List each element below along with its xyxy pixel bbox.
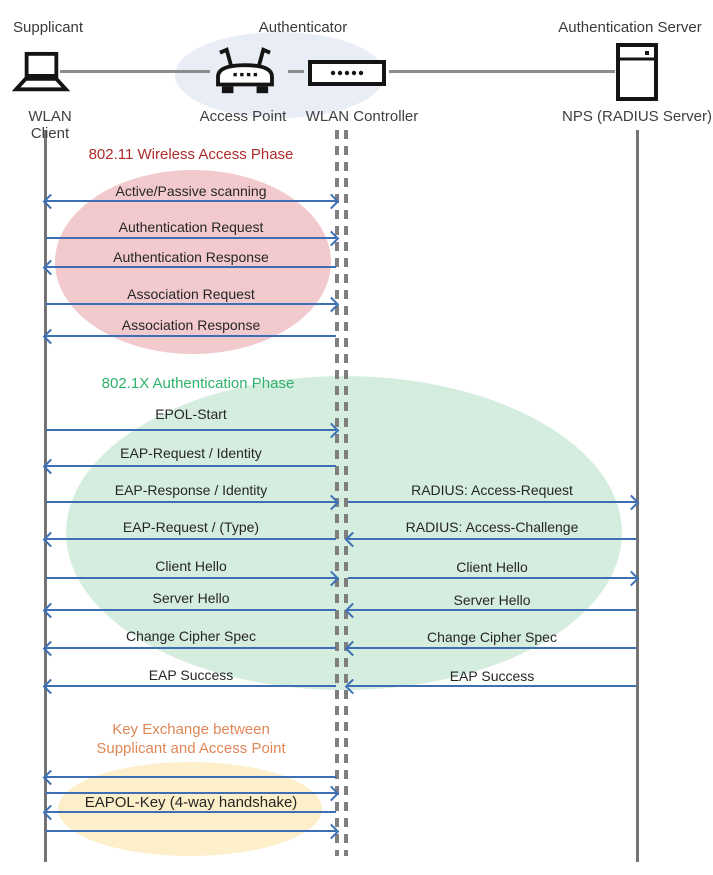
message-label: Association Request (127, 286, 255, 302)
node-label-nps-server: NPS (RADIUS Server) (561, 108, 713, 125)
message-label: Server Hello (152, 590, 230, 606)
message-label: Change Cipher Spec (126, 628, 256, 644)
message-arrow (46, 811, 336, 813)
access-point-icon (211, 44, 279, 103)
message-label: EAP-Response / Identity (114, 482, 268, 498)
message-label: EAP-Request / Identity (120, 445, 262, 461)
wlan-controller-icon (308, 60, 386, 91)
message-arrow (46, 609, 336, 611)
role-supplicant: Supplicant (13, 19, 84, 36)
message-arrow (46, 685, 336, 687)
message-label: EAP-Request / (Type) (122, 519, 260, 535)
phase2-title: 802.1X Authentication Phase (101, 375, 295, 392)
message-arrow (46, 538, 336, 540)
message-label: EPOL-Start (155, 406, 227, 422)
connector-ap-controller (288, 70, 304, 73)
phase3-title-line2: Supplicant and Access Point (96, 740, 286, 757)
message-label: Server Hello (453, 592, 531, 608)
message-label: Active/Passive scanning (115, 183, 267, 199)
message-label: Authentication Request (118, 219, 264, 235)
message-arrow (348, 609, 636, 611)
node-label-wlan-controller: WLAN Controller (305, 108, 419, 125)
message-arrow (46, 465, 336, 467)
message-arrow (46, 335, 336, 337)
message-label: Association Response (121, 317, 261, 333)
role-authentication-server: Authentication Server (558, 19, 702, 36)
message-label: EAP Success (148, 667, 234, 683)
message-arrow (46, 200, 336, 202)
message-label: EAP Success (449, 668, 535, 684)
node-label-access-point: Access Point (199, 108, 287, 125)
message-arrow (348, 685, 636, 687)
server-icon (616, 43, 658, 106)
message-arrow (46, 266, 336, 268)
message-label: EAPOL-Key (4-way handshake) (84, 794, 298, 811)
message-arrow (46, 237, 336, 239)
message-label: RADIUS: Access-Challenge (405, 519, 579, 535)
message-arrow (46, 303, 336, 305)
role-authenticator: Authenticator (258, 19, 348, 36)
message-arrow (46, 577, 336, 579)
message-arrow (46, 830, 336, 832)
message-arrow (46, 501, 336, 503)
connector-client-ap (60, 70, 210, 73)
phase1-title: 802.11 Wireless Access Phase (88, 146, 294, 163)
message-arrow (348, 647, 636, 649)
phase3-title-line1: Key Exchange between (112, 721, 270, 738)
message-arrow (46, 776, 336, 778)
laptop-icon (12, 51, 70, 102)
message-label: Change Cipher Spec (427, 629, 557, 645)
message-label: RADIUS: Access-Request (411, 482, 573, 498)
message-label: Client Hello (155, 558, 227, 574)
message-arrow (348, 538, 636, 540)
message-label: Client Hello (456, 559, 528, 575)
connector-controller-server (389, 70, 615, 73)
message-arrow (348, 577, 636, 579)
message-arrow (46, 429, 336, 431)
node-label-wlan-client: WLAN Client (28, 108, 72, 142)
message-arrow (46, 647, 336, 649)
message-label: Authentication Response (113, 249, 269, 265)
message-arrow (348, 501, 636, 503)
